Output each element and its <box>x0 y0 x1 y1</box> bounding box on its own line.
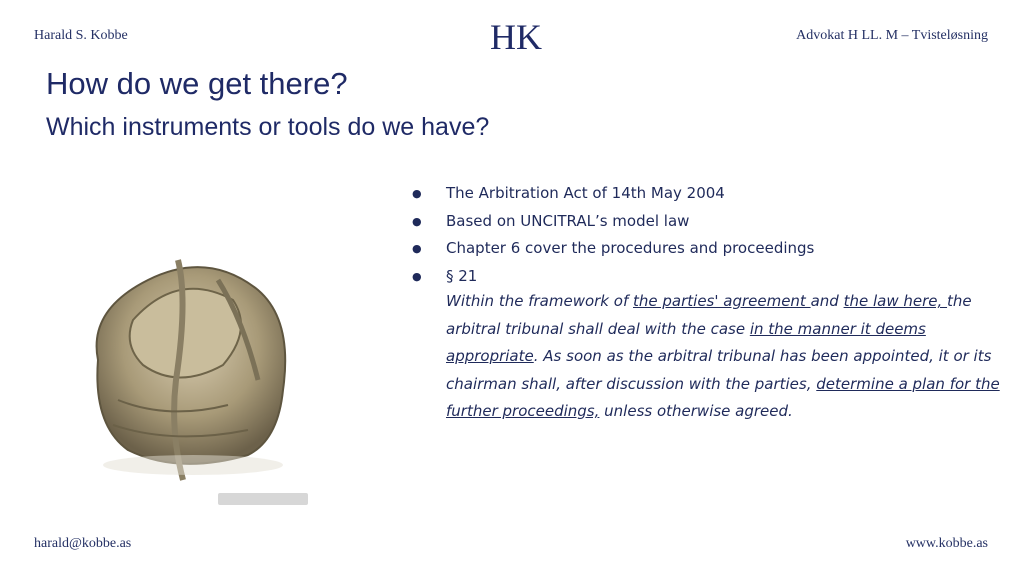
bullet-list <box>412 180 987 290</box>
list-item: ● § 21 <box>412 263 987 291</box>
list-item: ● The Arbitration Act of 14th May 2004 <box>412 180 987 208</box>
quote-text: and <box>810 292 844 310</box>
slide-subtitle: Which instruments or tools do we have? <box>46 113 490 141</box>
section-21-quote <box>412 288 1006 426</box>
quote-highlight: in the manner it deems appropriate <box>446 319 926 365</box>
header-author: Harald S. Kobbe <box>34 28 128 43</box>
quote-highlight: determine a plan for the further proceedings, <box>446 374 1000 420</box>
kobbe-logo <box>488 16 542 57</box>
svg-text:HK: HK <box>490 17 542 57</box>
slide-title: How do we get there? <box>46 66 348 101</box>
quote-text: Within the framework of <box>446 292 633 310</box>
footer-email[interactable]: harald@kobbe.as <box>34 536 132 551</box>
quote-text: unless otherwise agreed. <box>599 402 793 420</box>
quote-highlight: the parties' agreement <box>633 292 811 310</box>
list-item: ● Based on UNCITRAL’s model law <box>412 208 987 236</box>
footer-website[interactable]: www.kobbe.as <box>905 536 988 551</box>
list-item: ● Chapter 6 cover the procedures and proceedings <box>412 235 987 263</box>
quote-text: the arbitral tribunal shall deal with the case <box>446 292 972 338</box>
header-role: Advokat H LL. M – Tvisteløsning <box>796 28 988 43</box>
quote-highlight: the law here, <box>843 292 948 310</box>
backpack-image <box>58 240 328 510</box>
quote-text: . As soon as the arbitral tribunal has been appointed, it or its chairman shall, after discussion with the parties, <box>446 347 992 393</box>
